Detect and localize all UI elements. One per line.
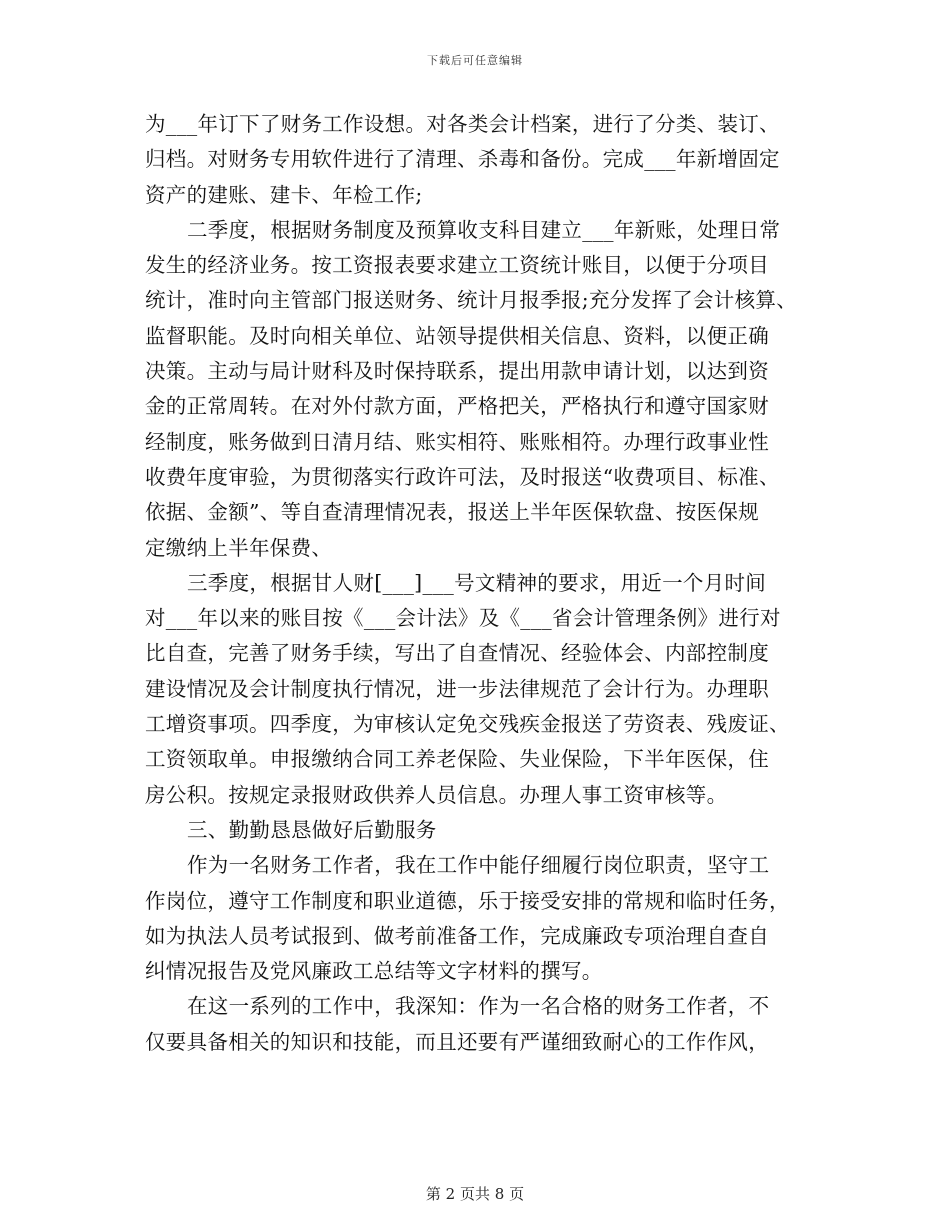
text-line: 建设情况及会计制度执行情况，进一步法律规范了会计行为。办理职 <box>145 676 769 701</box>
paragraph-start-line: 作为一名财务工作者，我在工作中能仔细履行岗位职责，坚守工 <box>187 853 770 878</box>
page-header: 下载后可任意编辑 <box>427 54 523 67</box>
text-line: 决策。主动与局计财科及时保持联系，提出用款申请计划，以达到资 <box>145 359 769 384</box>
text-line: 依据、金额”、等自查清理情况表，报送上半年医保软盘、按医保规 <box>145 500 759 525</box>
text-line: 定缴纳上半年保费、 <box>145 535 333 560</box>
page-number: 第 2 页共 8 页 <box>425 1185 525 1203</box>
text-line: 为___年订下了财务工作设想。对各类会计档案，进行了分类、装订、 <box>145 112 780 136</box>
text-line: 金的正常周转。在对外付款方面，严格把关，严格执行和遵守国家财 <box>145 394 769 419</box>
text-line: 发生的经济业务。按工资报表要求建立工资统计账目，以便于分项目 <box>145 253 769 278</box>
text-line: 纠情况报告及党风廉政工总结等文字材料的撰写。 <box>145 959 603 984</box>
text-line: 监督职能。及时向相关单位、站领导提供相关信息、资料，以便正确 <box>145 323 769 348</box>
paragraph-start-line: 在这一系列的工作中，我深知：作为一名合格的财务工作者，不 <box>187 994 770 1019</box>
text-line: 经制度，账务做到日清月结、账实相符、账账相符。办理行政事业性 <box>145 429 769 454</box>
section-heading: 三、勤勤恳恳做好后勤服务 <box>187 817 437 842</box>
paragraph-start-line: 三季度，根据甘人财[___]___号文精神的要求，用近一个月时间 <box>187 570 767 595</box>
text-line: 比自查，完善了财务手续，写出了自查情况、经验体会、内部控制度 <box>145 641 769 666</box>
text-line: 归档。对财务专用软件进行了清理、杀毒和备份。完成___年新增固定 <box>145 147 780 172</box>
text-line: 工增资事项。四季度，为审核认定免交残疾金报送了劳资表、残废证、 <box>145 712 790 737</box>
text-line: 资产的建账、建卡、年检工作; <box>145 182 423 207</box>
text-line: 作岗位，遵守工作制度和职业道德，乐于接受安排的常规和临时任务， <box>145 888 790 913</box>
document-body <box>145 107 825 1060</box>
text-line: 对___年以来的账目按《___会计法》及《___省会计管理条例》进行对 <box>145 606 781 631</box>
text-line: 工资领取单。申报缴纳合同工养老保险、失业保险，下半年医保，住 <box>145 747 769 772</box>
text-line: 如为执法人员考试报到、做考前准备工作，完成廉政专项治理自查自 <box>145 923 769 948</box>
paragraph-start-line: 二季度，根据财务制度及预算收支科目建立___年新账，处理日常 <box>187 217 781 242</box>
text-line: 收费年度审验，为贯彻落实行政许可法，及时报送“收费项目、标准、 <box>145 464 780 489</box>
text-line: 房公积。按规定录报财政供养人员信息。办理人事工资审核等。 <box>145 782 728 807</box>
text-line: 统计，准时向主管部门报送财务、统计月报季报;充分发挥了会计核算、 <box>145 288 798 313</box>
text-line: 仅要具备相关的知识和技能，而且还要有严谨细致耐心的工作作风， <box>145 1029 769 1054</box>
